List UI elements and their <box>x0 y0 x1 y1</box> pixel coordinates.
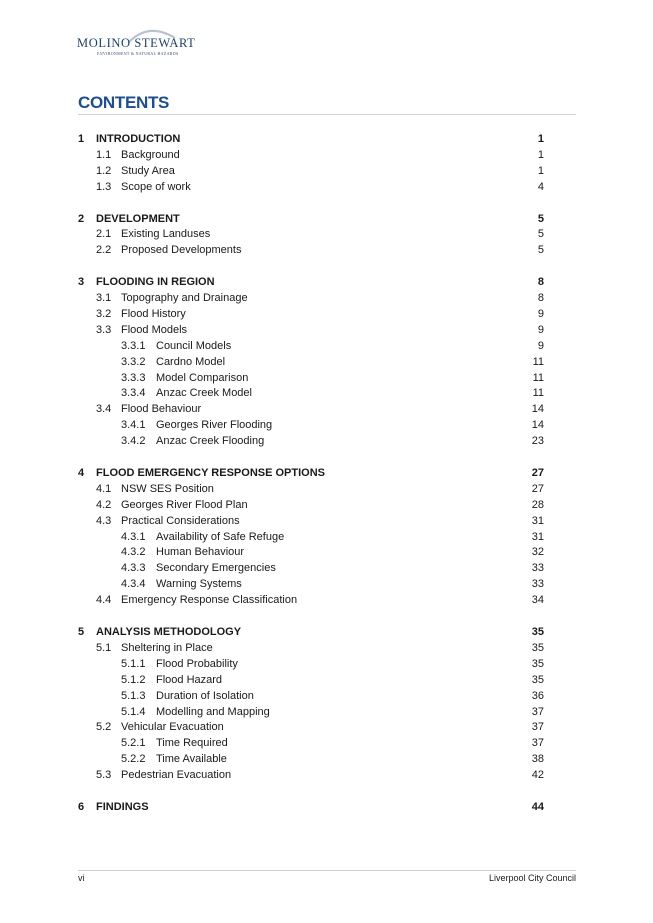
toc-entry-subsection[interactable] <box>0 371 653 387</box>
toc-entry-chapter[interactable] <box>0 275 653 291</box>
toc-entry-page: 27 <box>531 467 544 480</box>
toc-entry-label: Georges River Flooding <box>156 419 273 432</box>
toc-entry-section[interactable] <box>0 291 653 307</box>
footer-divider <box>78 870 576 871</box>
toc-entry-page: 35 <box>531 626 544 639</box>
toc-entry-number: 3.3.2 <box>121 355 146 368</box>
toc-entry-label: Scope of work <box>121 180 191 193</box>
toc-entry-number: 5.1.4 <box>121 705 146 718</box>
toc-entry-label: Pedestrian Evacuation <box>121 769 232 782</box>
toc-entry-label: Anzac Creek Flooding <box>156 435 265 448</box>
toc-entry-subsection[interactable] <box>0 689 653 705</box>
toc-entry-page: 32 <box>531 546 544 559</box>
toc-entry-section[interactable] <box>0 323 653 339</box>
toc-entry-page: 33 <box>531 562 544 575</box>
toc-entry-label: Emergency Response Classification <box>121 594 298 607</box>
toc-entry-label: Flood Models <box>121 323 188 336</box>
toc-entry-page: 34 <box>531 594 544 607</box>
toc-entry-page: 1 <box>537 133 544 145</box>
toc-entry-label: Flood Probability <box>156 657 238 670</box>
logo-name: MOLINO STEWART <box>77 36 196 50</box>
toc-entry-section[interactable] <box>0 593 653 609</box>
toc-entry-label: DEVELOPMENT <box>96 212 180 225</box>
toc-entry-number: 3.1 <box>96 292 112 305</box>
toc-entry-subsection[interactable] <box>0 418 653 434</box>
toc-entry-label: Flood Behaviour <box>121 403 202 416</box>
toc-entry-subsection[interactable] <box>0 434 653 450</box>
toc-entry-page: 11 <box>532 371 544 384</box>
toc-entry-page: 37 <box>531 705 544 718</box>
toc-entry-page: 37 <box>531 721 544 734</box>
toc-entry-page: 33 <box>531 578 544 591</box>
toc-entry-section[interactable] <box>0 498 653 514</box>
toc-entry-label: Human Behaviour <box>156 546 245 559</box>
toc-entry-section[interactable] <box>0 482 653 498</box>
toc-entry-number: 4.3.1 <box>121 530 146 543</box>
toc-entry-number: 2.1 <box>96 228 112 241</box>
toc-entry-page: 5 <box>537 212 544 225</box>
toc-entry-label: ANALYSIS METHODOLOGY <box>96 626 242 639</box>
toc-entry-subsection[interactable] <box>0 530 653 546</box>
toc-entry-section[interactable] <box>0 164 653 180</box>
toc-entry-label: Existing Landuses <box>121 228 211 241</box>
toc-entry-number: 4.4 <box>96 594 112 607</box>
toc-entry-label: Cardno Model <box>156 355 226 368</box>
toc-entry-page: 9 <box>537 339 544 352</box>
toc-entry-page: 37 <box>531 737 544 750</box>
toc-entry-label: Topography and Drainage <box>121 292 248 305</box>
toc-entry-label: Sheltering in Place <box>121 641 213 654</box>
toc-entry-page: 36 <box>531 689 544 702</box>
toc-entry-page: 9 <box>537 308 544 321</box>
toc-entry-number: 3.4 <box>96 403 112 416</box>
toc-entry-number: 4.3.2 <box>121 546 146 559</box>
toc-entry-number: 5.1 <box>96 641 112 654</box>
toc-entry-number: 1 <box>78 133 85 145</box>
toc-entry-section[interactable] <box>0 227 653 243</box>
toc-entry-label: Georges River Flood Plan <box>121 498 248 511</box>
toc-entry-subsection[interactable] <box>0 673 653 689</box>
toc-entry-page: 8 <box>537 276 544 289</box>
toc-entry-chapter[interactable] <box>0 625 653 641</box>
company-logo <box>77 24 207 60</box>
toc-entry-number: 5.2.2 <box>121 753 146 766</box>
toc-entry-label: FLOODING IN REGION <box>96 276 215 289</box>
toc-entry-label: Anzac Creek Model <box>156 387 252 400</box>
toc-entry-page: 31 <box>531 514 544 527</box>
toc-entry-number: 4.3.3 <box>121 562 146 575</box>
toc-entry-label: FINDINGS <box>96 800 149 813</box>
toc-entry-label: Background <box>121 148 180 161</box>
toc-entry-number: 3.4.1 <box>121 419 146 432</box>
toc-entry-chapter[interactable] <box>0 132 653 148</box>
toc-entry-page: 28 <box>531 498 544 511</box>
toc-entry-subsection[interactable] <box>0 386 653 402</box>
toc-entry-number: 3.2 <box>96 308 112 321</box>
table-of-contents <box>0 132 653 816</box>
page-title: CONTENTS <box>78 93 170 112</box>
toc-entry-section[interactable] <box>0 514 653 530</box>
toc-entry-number: 2 <box>78 212 85 225</box>
toc-entry-number: 3 <box>78 276 85 289</box>
toc-entry-section[interactable] <box>0 243 653 259</box>
toc-entry-page: 14 <box>531 403 544 416</box>
toc-entry-number: 3.3 <box>96 323 112 336</box>
toc-entry-label: Availability of Safe Refuge <box>156 530 285 543</box>
logo-tagline: ENVIRONMENT & NATURAL HAZARDS <box>97 51 179 56</box>
toc-entry-number: 5.2 <box>96 721 112 734</box>
toc-entry-label: Study Area <box>121 164 175 177</box>
toc-entry-page: 35 <box>531 673 544 686</box>
toc-entry-number: 1.3 <box>96 180 112 193</box>
toc-entry-label: FLOOD EMERGENCY RESPONSE OPTIONS <box>96 467 325 480</box>
toc-entry-number: 3.4.2 <box>121 435 146 448</box>
toc-entry-subsection[interactable] <box>0 736 653 752</box>
toc-entry-section[interactable] <box>0 641 653 657</box>
toc-entry-number: 4.3.4 <box>121 578 146 591</box>
toc-entry-number: 4.3 <box>96 514 112 527</box>
toc-entry-label: Duration of Isolation <box>156 689 254 702</box>
toc-entry-page: 23 <box>531 435 544 448</box>
toc-entry-subsection[interactable] <box>0 545 653 561</box>
toc-entry-subsection[interactable] <box>0 339 653 355</box>
toc-entry-label: Practical Considerations <box>121 514 240 527</box>
toc-entry-page: 35 <box>531 657 544 670</box>
toc-entry-page: 5 <box>537 244 544 257</box>
toc-entry-subsection[interactable] <box>0 355 653 371</box>
toc-entry-number: 5.1.2 <box>121 673 146 686</box>
toc-entry-number: 6 <box>78 800 85 813</box>
toc-entry-number: 5.1.3 <box>121 689 146 702</box>
toc-entry-chapter[interactable] <box>0 800 653 816</box>
toc-entry-subsection[interactable] <box>0 561 653 577</box>
toc-entry-number: 4.2 <box>96 498 112 511</box>
toc-entry-page: 11 <box>532 387 544 400</box>
toc-entry-label: Flood History <box>121 308 186 321</box>
footer-page-number: vi <box>78 873 85 883</box>
toc-entry-number: 5.2.1 <box>121 737 146 750</box>
toc-entry-label: Warning Systems <box>156 578 242 591</box>
toc-entry-number: 3.3.3 <box>121 371 146 384</box>
toc-entry-page: 35 <box>531 641 544 654</box>
toc-entry-label: Time Available <box>156 753 227 766</box>
toc-entry-label: NSW SES Position <box>121 482 214 495</box>
toc-entry-label: Council Models <box>156 339 232 352</box>
toc-entry-page: 8 <box>537 292 544 305</box>
toc-entry-number: 4.1 <box>96 482 112 495</box>
toc-entry-number: 3.3.1 <box>121 339 146 352</box>
toc-entry-number: 5.3 <box>96 769 112 782</box>
footer-client: Liverpool City Council <box>488 873 576 883</box>
toc-entry-label: Flood Hazard <box>156 673 223 686</box>
toc-entry-label: Vehicular Evacuation <box>121 721 224 734</box>
toc-entry-label: Modelling and Mapping <box>156 705 270 718</box>
toc-entry-page: 27 <box>531 482 544 495</box>
toc-entry-number: 2.2 <box>96 244 112 257</box>
toc-entry-subsection[interactable] <box>0 657 653 673</box>
toc-entry-chapter[interactable] <box>0 212 653 228</box>
toc-entry-page: 1 <box>537 148 544 161</box>
toc-entry-number: 4 <box>78 467 85 480</box>
toc-entry-page: 4 <box>537 180 544 193</box>
toc-entry-label: INTRODUCTION <box>96 133 181 145</box>
toc-entry-section[interactable] <box>0 307 653 323</box>
toc-entry-section[interactable] <box>0 720 653 736</box>
toc-entry-number: 1.2 <box>96 164 112 177</box>
toc-entry-page: 11 <box>532 355 544 368</box>
toc-entry-label: Proposed Developments <box>121 244 242 257</box>
toc-entry-page: 31 <box>531 530 544 543</box>
toc-entry-subsection[interactable] <box>0 752 653 768</box>
toc-entry-section[interactable] <box>0 148 653 164</box>
toc-entry-number: 3.3.4 <box>121 387 146 400</box>
toc-entry-page: 14 <box>531 419 544 432</box>
toc-entry-page: 9 <box>537 323 544 336</box>
toc-entry-number: 5.1.1 <box>121 657 146 670</box>
toc-entry-number: 5 <box>78 626 85 639</box>
toc-entry-page: 42 <box>531 769 544 782</box>
toc-entry-label: Model Comparison <box>156 371 249 384</box>
toc-entry-chapter[interactable] <box>0 466 653 482</box>
toc-entry-number: 1.1 <box>96 148 112 161</box>
toc-entry-subsection[interactable] <box>0 577 653 593</box>
toc-entry-subsection[interactable] <box>0 705 653 721</box>
toc-entry-page: 5 <box>537 228 544 241</box>
toc-entry-label: Secondary Emergencies <box>156 562 276 575</box>
toc-entry-page: 44 <box>531 800 544 813</box>
title-divider <box>78 114 576 115</box>
toc-entry-section[interactable] <box>0 402 653 418</box>
toc-entry-label: Time Required <box>156 737 228 750</box>
toc-entry-page: 1 <box>537 164 544 177</box>
toc-entry-section[interactable] <box>0 768 653 784</box>
toc-entry-page: 38 <box>531 753 544 766</box>
toc-entry-section[interactable] <box>0 180 653 196</box>
